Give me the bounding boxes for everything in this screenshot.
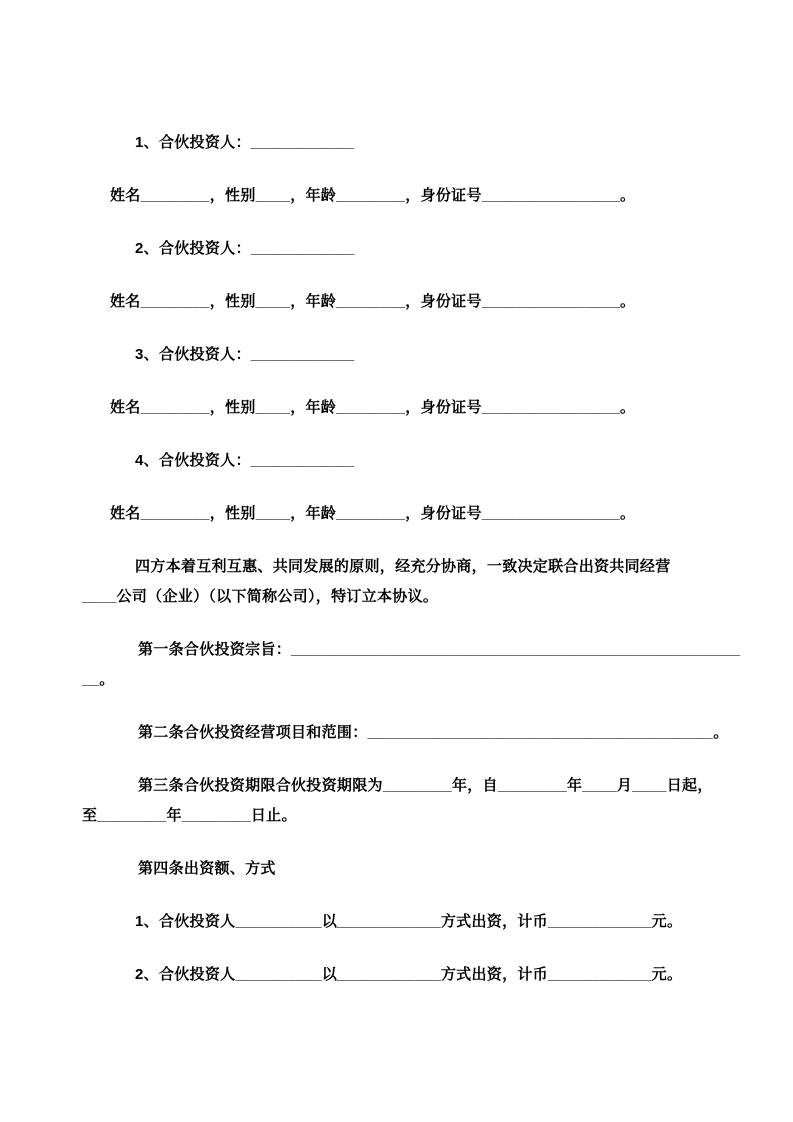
partner-3-details: 姓名________，性别____，年龄________，身份证号________________。 (110, 399, 636, 416)
preamble-line-1: 四方本着互利互惠、共同发展的原则，经充分协商，一致决定联合出资共同经营 (135, 558, 671, 575)
article-3-term-line-1: 第三条合伙投资期限合伙投资期限为________年，自________年____月____日起， (138, 777, 713, 794)
article-2-scope: 第二条合伙投资经营项目和范围：________________________________________。 (138, 724, 729, 741)
partner-1-title: 1、合伙投资人：____________ (135, 134, 355, 151)
article-4-heading: 第四条出资额、方式 (138, 860, 276, 877)
partner-2-title: 2、合伙投资人：____________ (135, 240, 355, 257)
article-4-item-1: 1、合伙投资人__________以____________方式出资，计币____________元。 (135, 913, 683, 930)
preamble-line-2: ____公司（企业）（以下简称公司），特订立本协议。 (82, 588, 439, 605)
partner-3-title: 3、合伙投资人：____________ (135, 346, 355, 363)
partner-1-details: 姓名________，性别____，年龄________，身份证号________________。 (110, 187, 636, 204)
partner-4-title: 4、合伙投资人：____________ (135, 452, 355, 469)
article-1-purpose-line-2: __。 (82, 671, 115, 688)
article-3-term-line-2: 至________年________日止。 (82, 807, 297, 824)
partner-4-details: 姓名________，性别____，年龄________，身份证号________________。 (110, 505, 636, 522)
article-4-item-2: 2、合伙投资人__________以____________方式出资，计币____________元。 (135, 966, 683, 983)
article-1-purpose-line-1: 第一条合伙投资宗旨：____________________________________________________ (138, 641, 741, 658)
partner-2-details: 姓名________，性别____，年龄________，身份证号________________。 (110, 293, 636, 310)
